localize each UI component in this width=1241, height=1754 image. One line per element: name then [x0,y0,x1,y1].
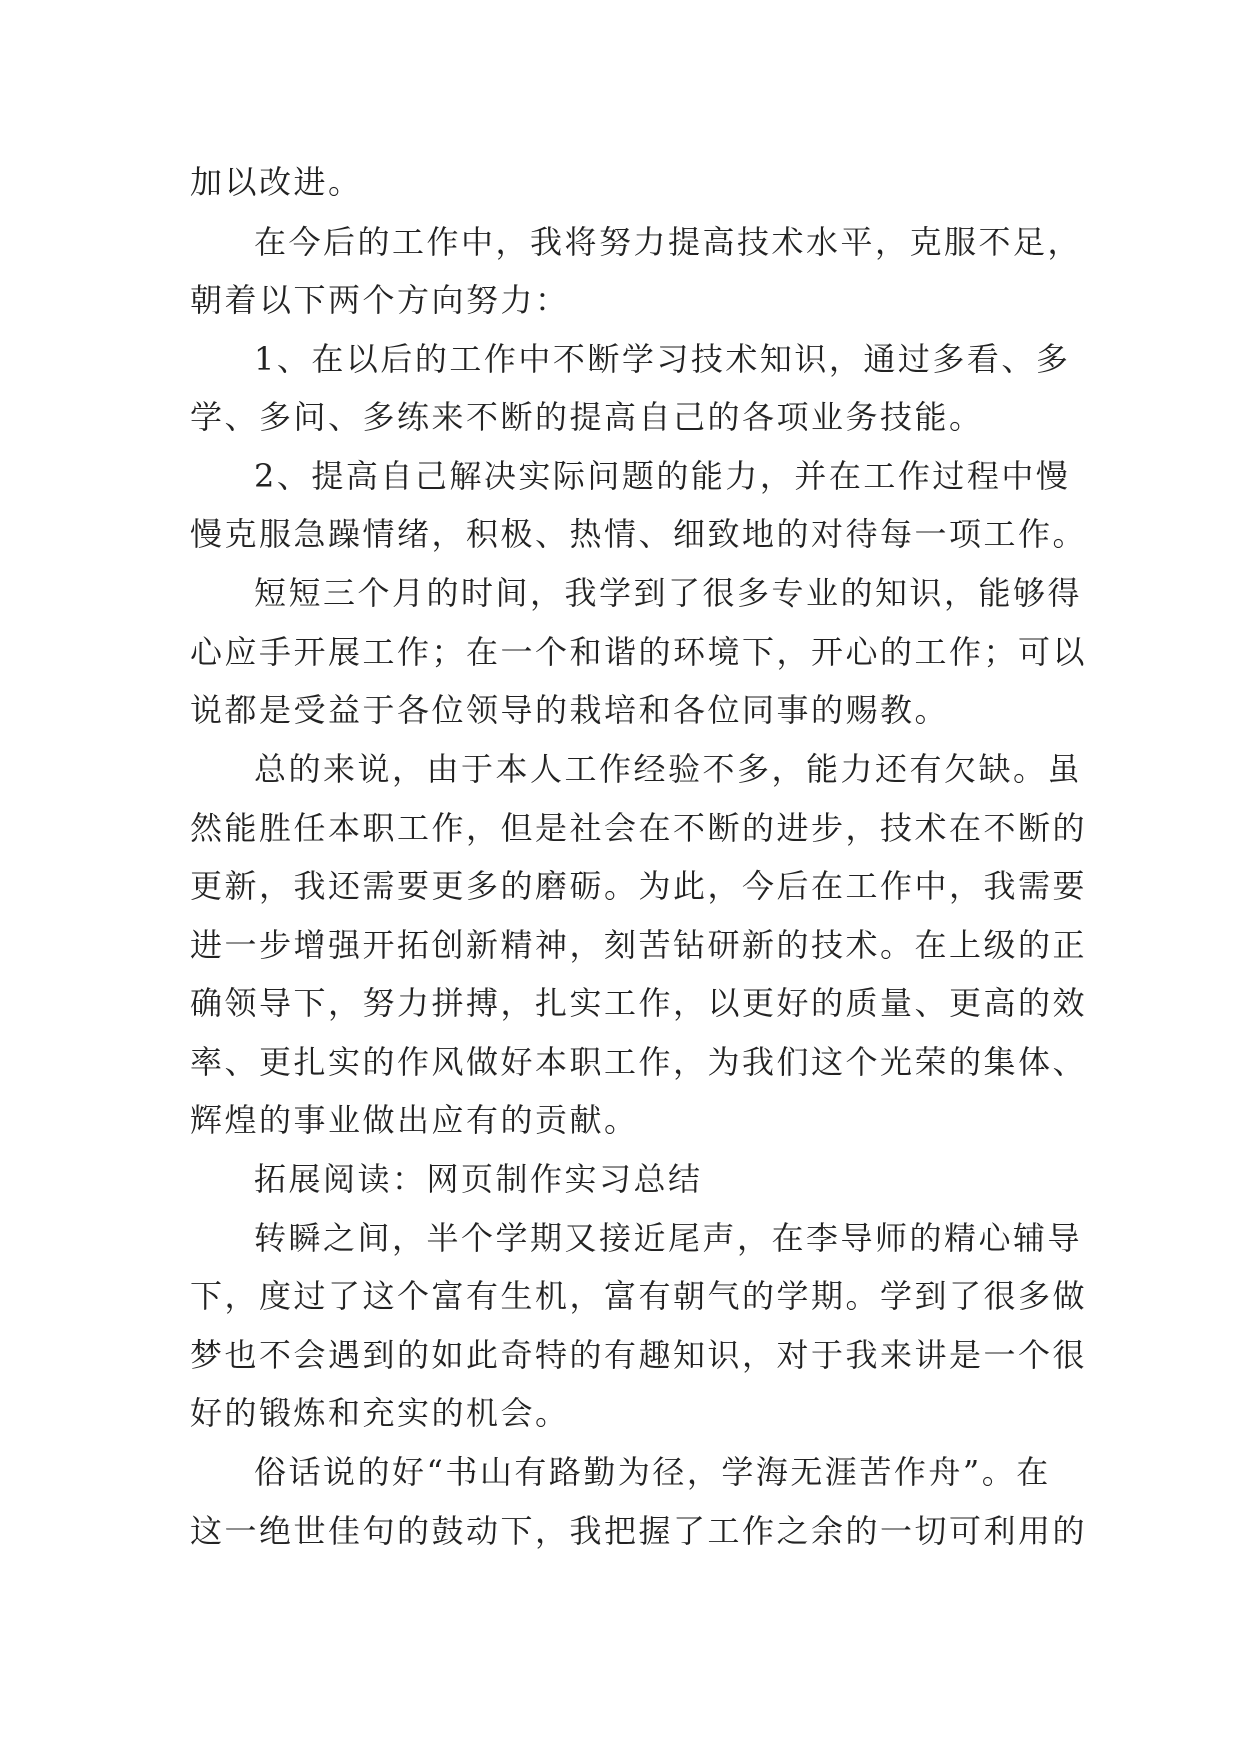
text-line: 1、在以后的工作中不断学习技术知识，通过多看、多 [254,340,1071,378]
text-line: 下，度过了这个富有生机，富有朝气的学期。学到了很多做 [190,1277,1088,1315]
text-line: 总的来说，由于本人工作经验不多，能力还有欠缺。虽 [254,750,1083,788]
text-line: 说都是受益于各位领导的栽培和各位同事的赐教。 [190,691,950,729]
text-line: 心应手开展工作；在一个和谐的环境下，开心的工作；可以 [190,633,1088,671]
text-line: 朝着以下两个方向努力： [190,281,570,319]
text-line: 更新，我还需要更多的磨砺。为此，今后在工作中，我需要 [190,867,1088,905]
text-line: 2、提高自己解决实际问题的能力，并在工作过程中慢 [254,457,1071,495]
section-heading: 拓展阅读：网页制作实习总结 [254,1160,703,1198]
text-line: 辉煌的事业做出应有的贡献。 [190,1101,639,1139]
text-line: 短短三个月的时间，我学到了很多专业的知识，能够得 [254,574,1083,612]
text-line: 学、多问、多练来不断的提高自己的各项业务技能。 [190,398,984,436]
text-line: 然能胜任本职工作，但是社会在不断的进步，技术在不断的 [190,809,1088,847]
text-line: 在今后的工作中，我将努力提高技术水平，克服不足， [254,223,1083,261]
text-line: 俗话说的好“书山有路勤为径，学海无涯苦作舟”。在 [254,1453,1051,1491]
text-line: 这一绝世佳句的鼓动下，我把握了工作之余的一切可利用的 [190,1512,1088,1550]
text-line: 确领导下，努力拼搏，扎实工作，以更好的质量、更高的效 [190,984,1088,1022]
text-line: 梦也不会遇到的如此奇特的有趣知识，对于我来讲是一个很 [190,1336,1088,1374]
text-line: 进一步增强开拓创新精神，刻苦钻研新的技术。在上级的正 [190,926,1088,964]
text-line: 转瞬之间，半个学期又接近尾声，在李导师的精心辅导 [254,1219,1083,1257]
text-line: 率、更扎实的作风做好本职工作，为我们这个光荣的集体、 [190,1043,1088,1081]
text-line: 慢克服急躁情绪，积极、热情、细致地的对待每一项工作。 [190,515,1088,553]
text-line: 加以改进。 [190,163,363,201]
text-line: 好的锻炼和充实的机会。 [190,1394,570,1432]
